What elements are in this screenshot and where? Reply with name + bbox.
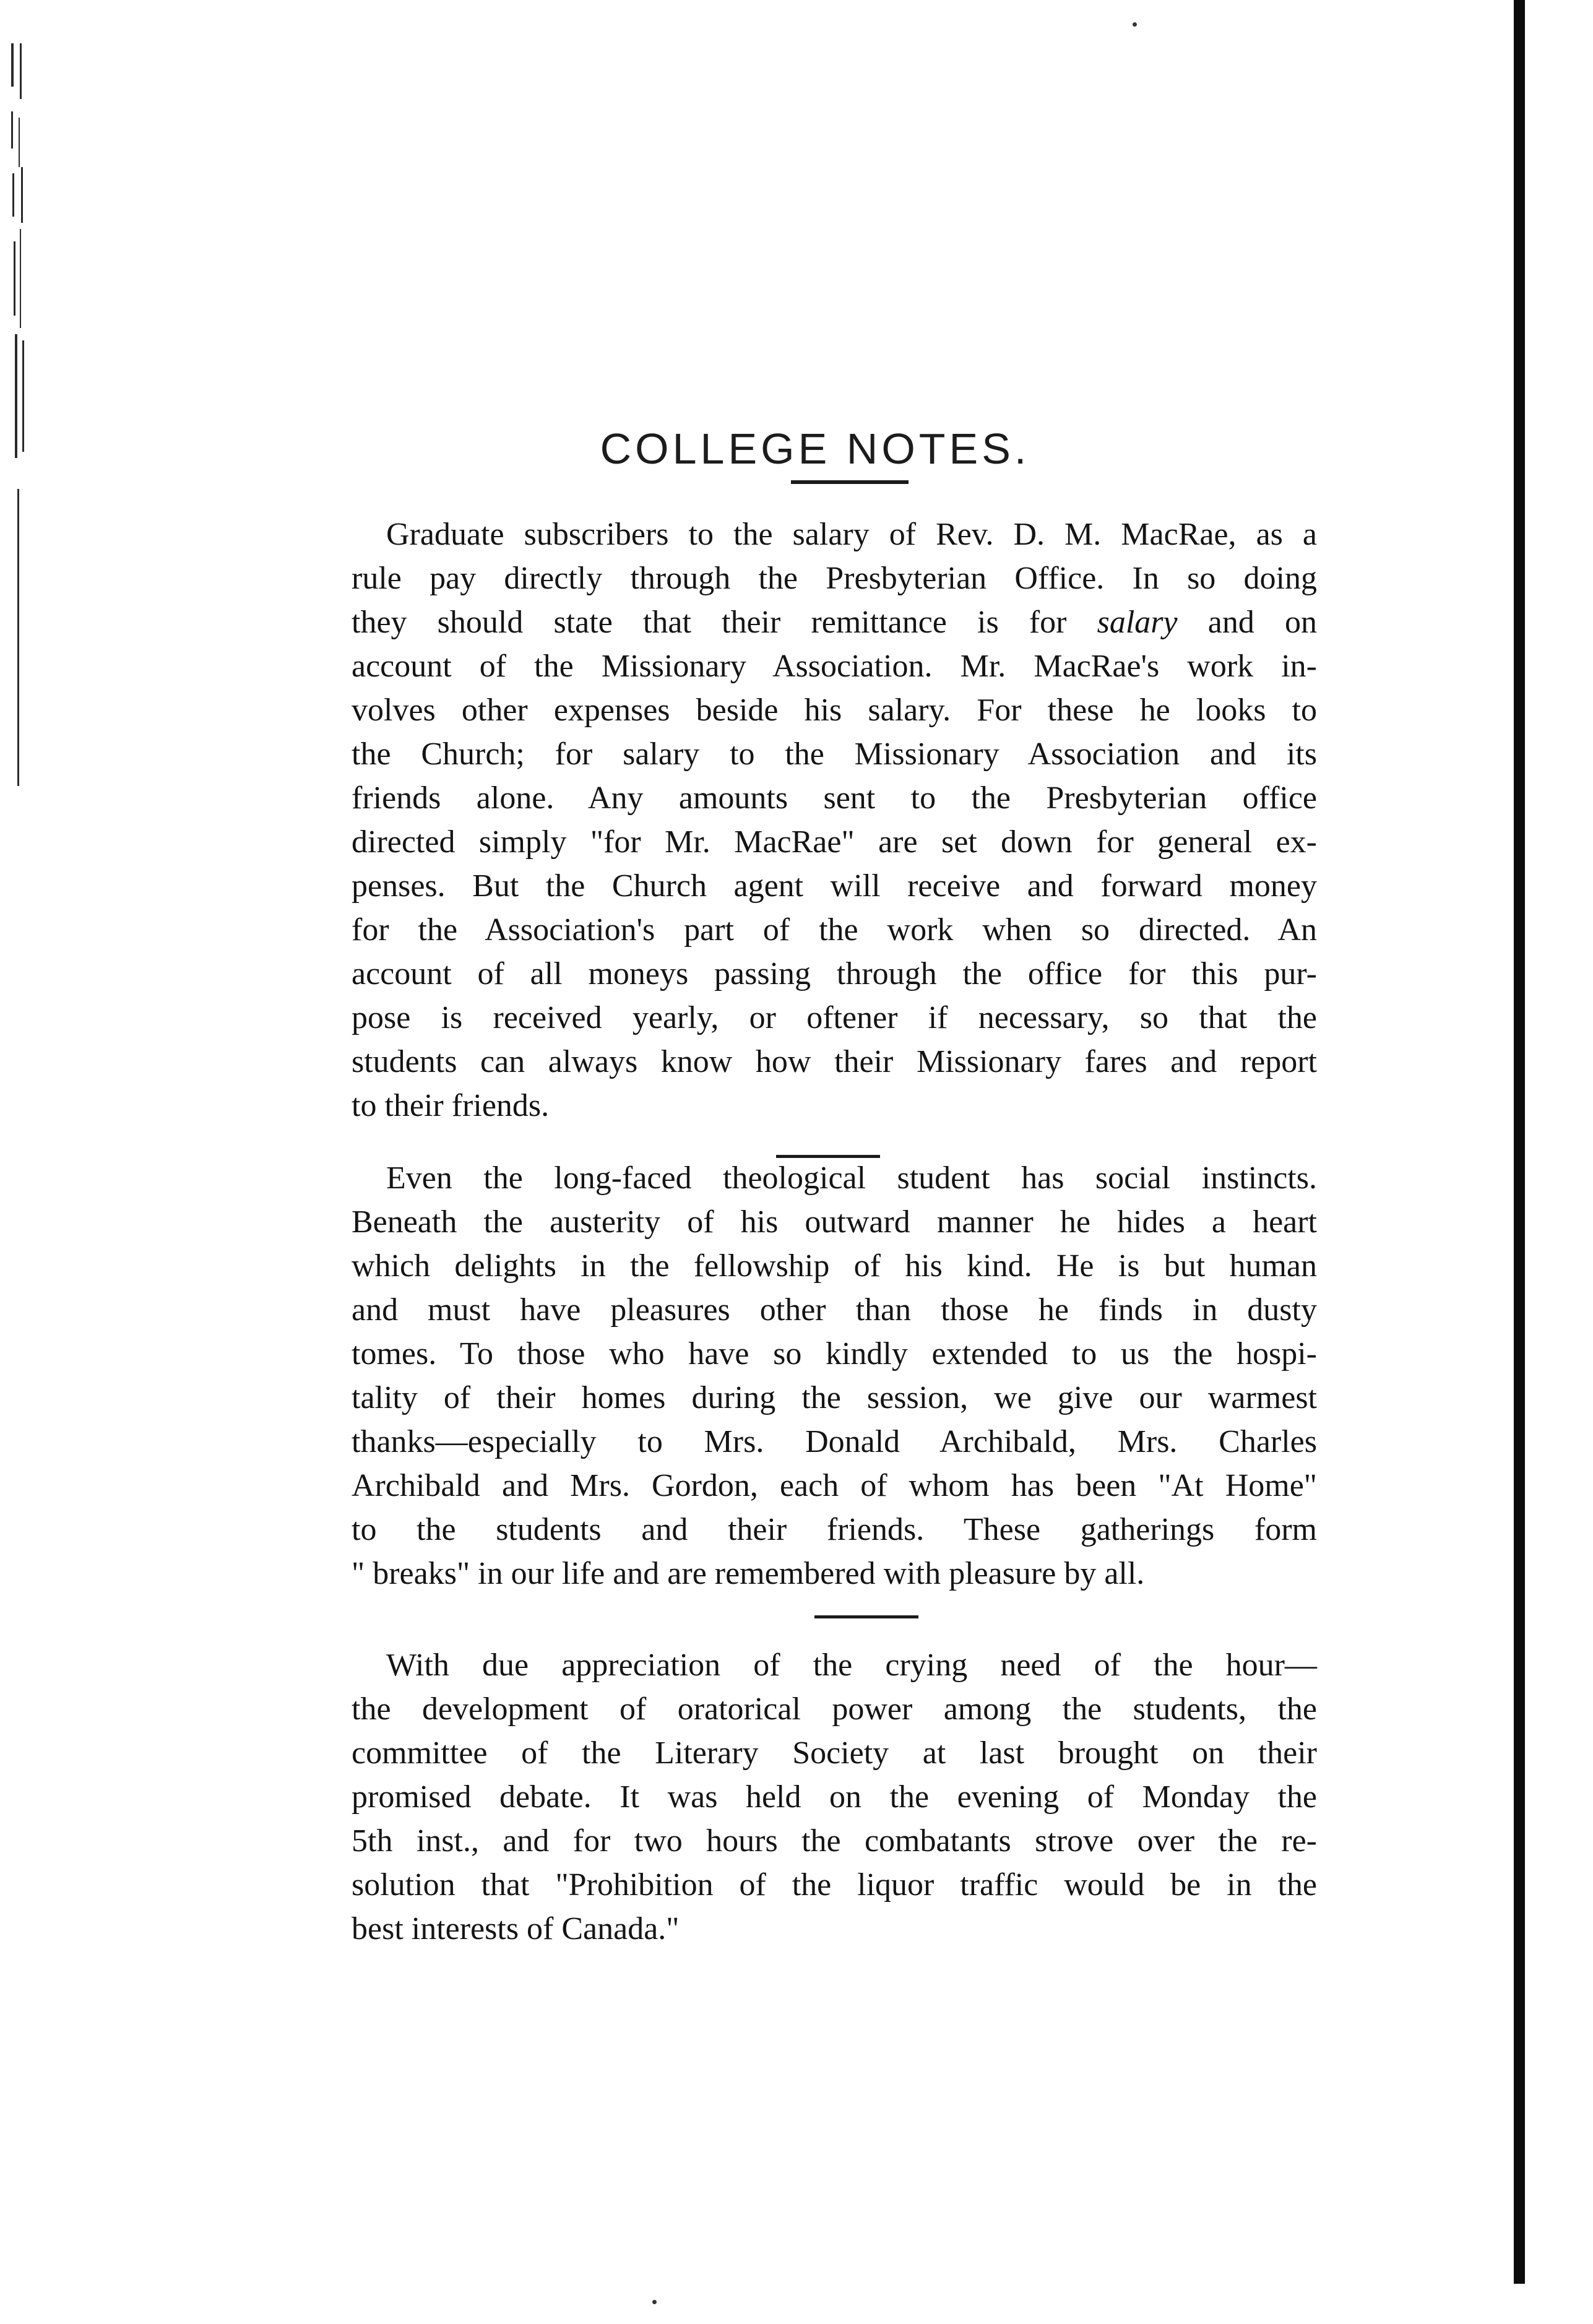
text-line: they should state that their remittance is for salary and on (352, 605, 1317, 640)
text-line: account of all moneys passing through the office for this pur- (352, 956, 1317, 991)
text-line: account of the Missionary Association. Mr. MacRae's work in- (352, 649, 1317, 684)
text-line: committee of the Literary Society at last brought on their (352, 1735, 1317, 1771)
text-line: best interests of Canada." (352, 1911, 680, 1946)
text-line: pose is received yearly, or oftener if necessary, so that the (352, 1000, 1317, 1035)
text-line: and must have pleasures other than those he finds in dusty (352, 1292, 1317, 1328)
section-divider (814, 1615, 918, 1618)
text-line: " breaks" in our life and are remembered with pleasure by all. (352, 1556, 1145, 1591)
text-line: 5th inst., and for two hours the combatants strove over the re- (352, 1823, 1317, 1859)
text-line: to the students and their friends. These gatherings form (352, 1512, 1317, 1547)
text-line: students can always know how their Missionary fares and report (352, 1044, 1317, 1079)
text-line: Even the long-faced theological student has social instincts. (386, 1160, 1317, 1196)
text-line: thanks—especially to Mrs. Donald Archibald, Mrs. Charles (352, 1424, 1317, 1459)
speck (652, 2300, 657, 2304)
page-title: COLLEGE NOTES. (600, 424, 1030, 473)
text-line: tality of their homes during the session, we give our warmest (352, 1380, 1317, 1415)
text-line: the Church; for salary to the Missionary Association and its (352, 737, 1317, 772)
text-line: to their friends. (352, 1088, 550, 1123)
paragraph-3 (352, 1643, 1317, 1951)
text-line: friends alone. Any amounts sent to the Presbyterian office (352, 780, 1317, 816)
text-line: Graduate subscribers to the salary of Rev. D. M. MacRae, as a (386, 517, 1317, 552)
text-line: tomes. To those who have so kindly extended to us the hospi- (352, 1336, 1317, 1372)
text-line: Archibald and Mrs. Gordon, each of whom has been "At Home" (352, 1468, 1317, 1503)
text-line: solution that "Prohibition of the liquor traffic would be in the (352, 1867, 1317, 1903)
text-line: promised debate. It was held on the evening of Monday the (352, 1779, 1317, 1815)
text-line: which delights in the fellowship of his kind. He is but human (352, 1248, 1317, 1284)
speck (1133, 22, 1137, 27)
text-line: penses. But the Church agent will receive and forward money (352, 868, 1317, 904)
text-line: With due appreciation of the crying need of the hour— (386, 1648, 1317, 1683)
page-edge-rule (1514, 0, 1525, 2284)
text-line: directed simply "for Mr. MacRae" are set down for general ex- (352, 824, 1317, 860)
paragraph-2 (352, 1156, 1317, 1596)
paragraph-1 (352, 512, 1317, 1128)
text-line: rule pay directly through the Presbyterian Office. In so doing (352, 561, 1317, 596)
title-divider (791, 480, 909, 484)
text-line: the development of oratorical power among the students, the (352, 1691, 1317, 1727)
text-line: for the Association's part of the work when so directed. An (352, 912, 1317, 948)
text-line: volves other expenses beside his salary. For these he looks to (352, 693, 1317, 728)
binding-artifacts (6, 43, 43, 786)
text-line: Beneath the austerity of his outward manner he hides a heart (352, 1204, 1317, 1240)
